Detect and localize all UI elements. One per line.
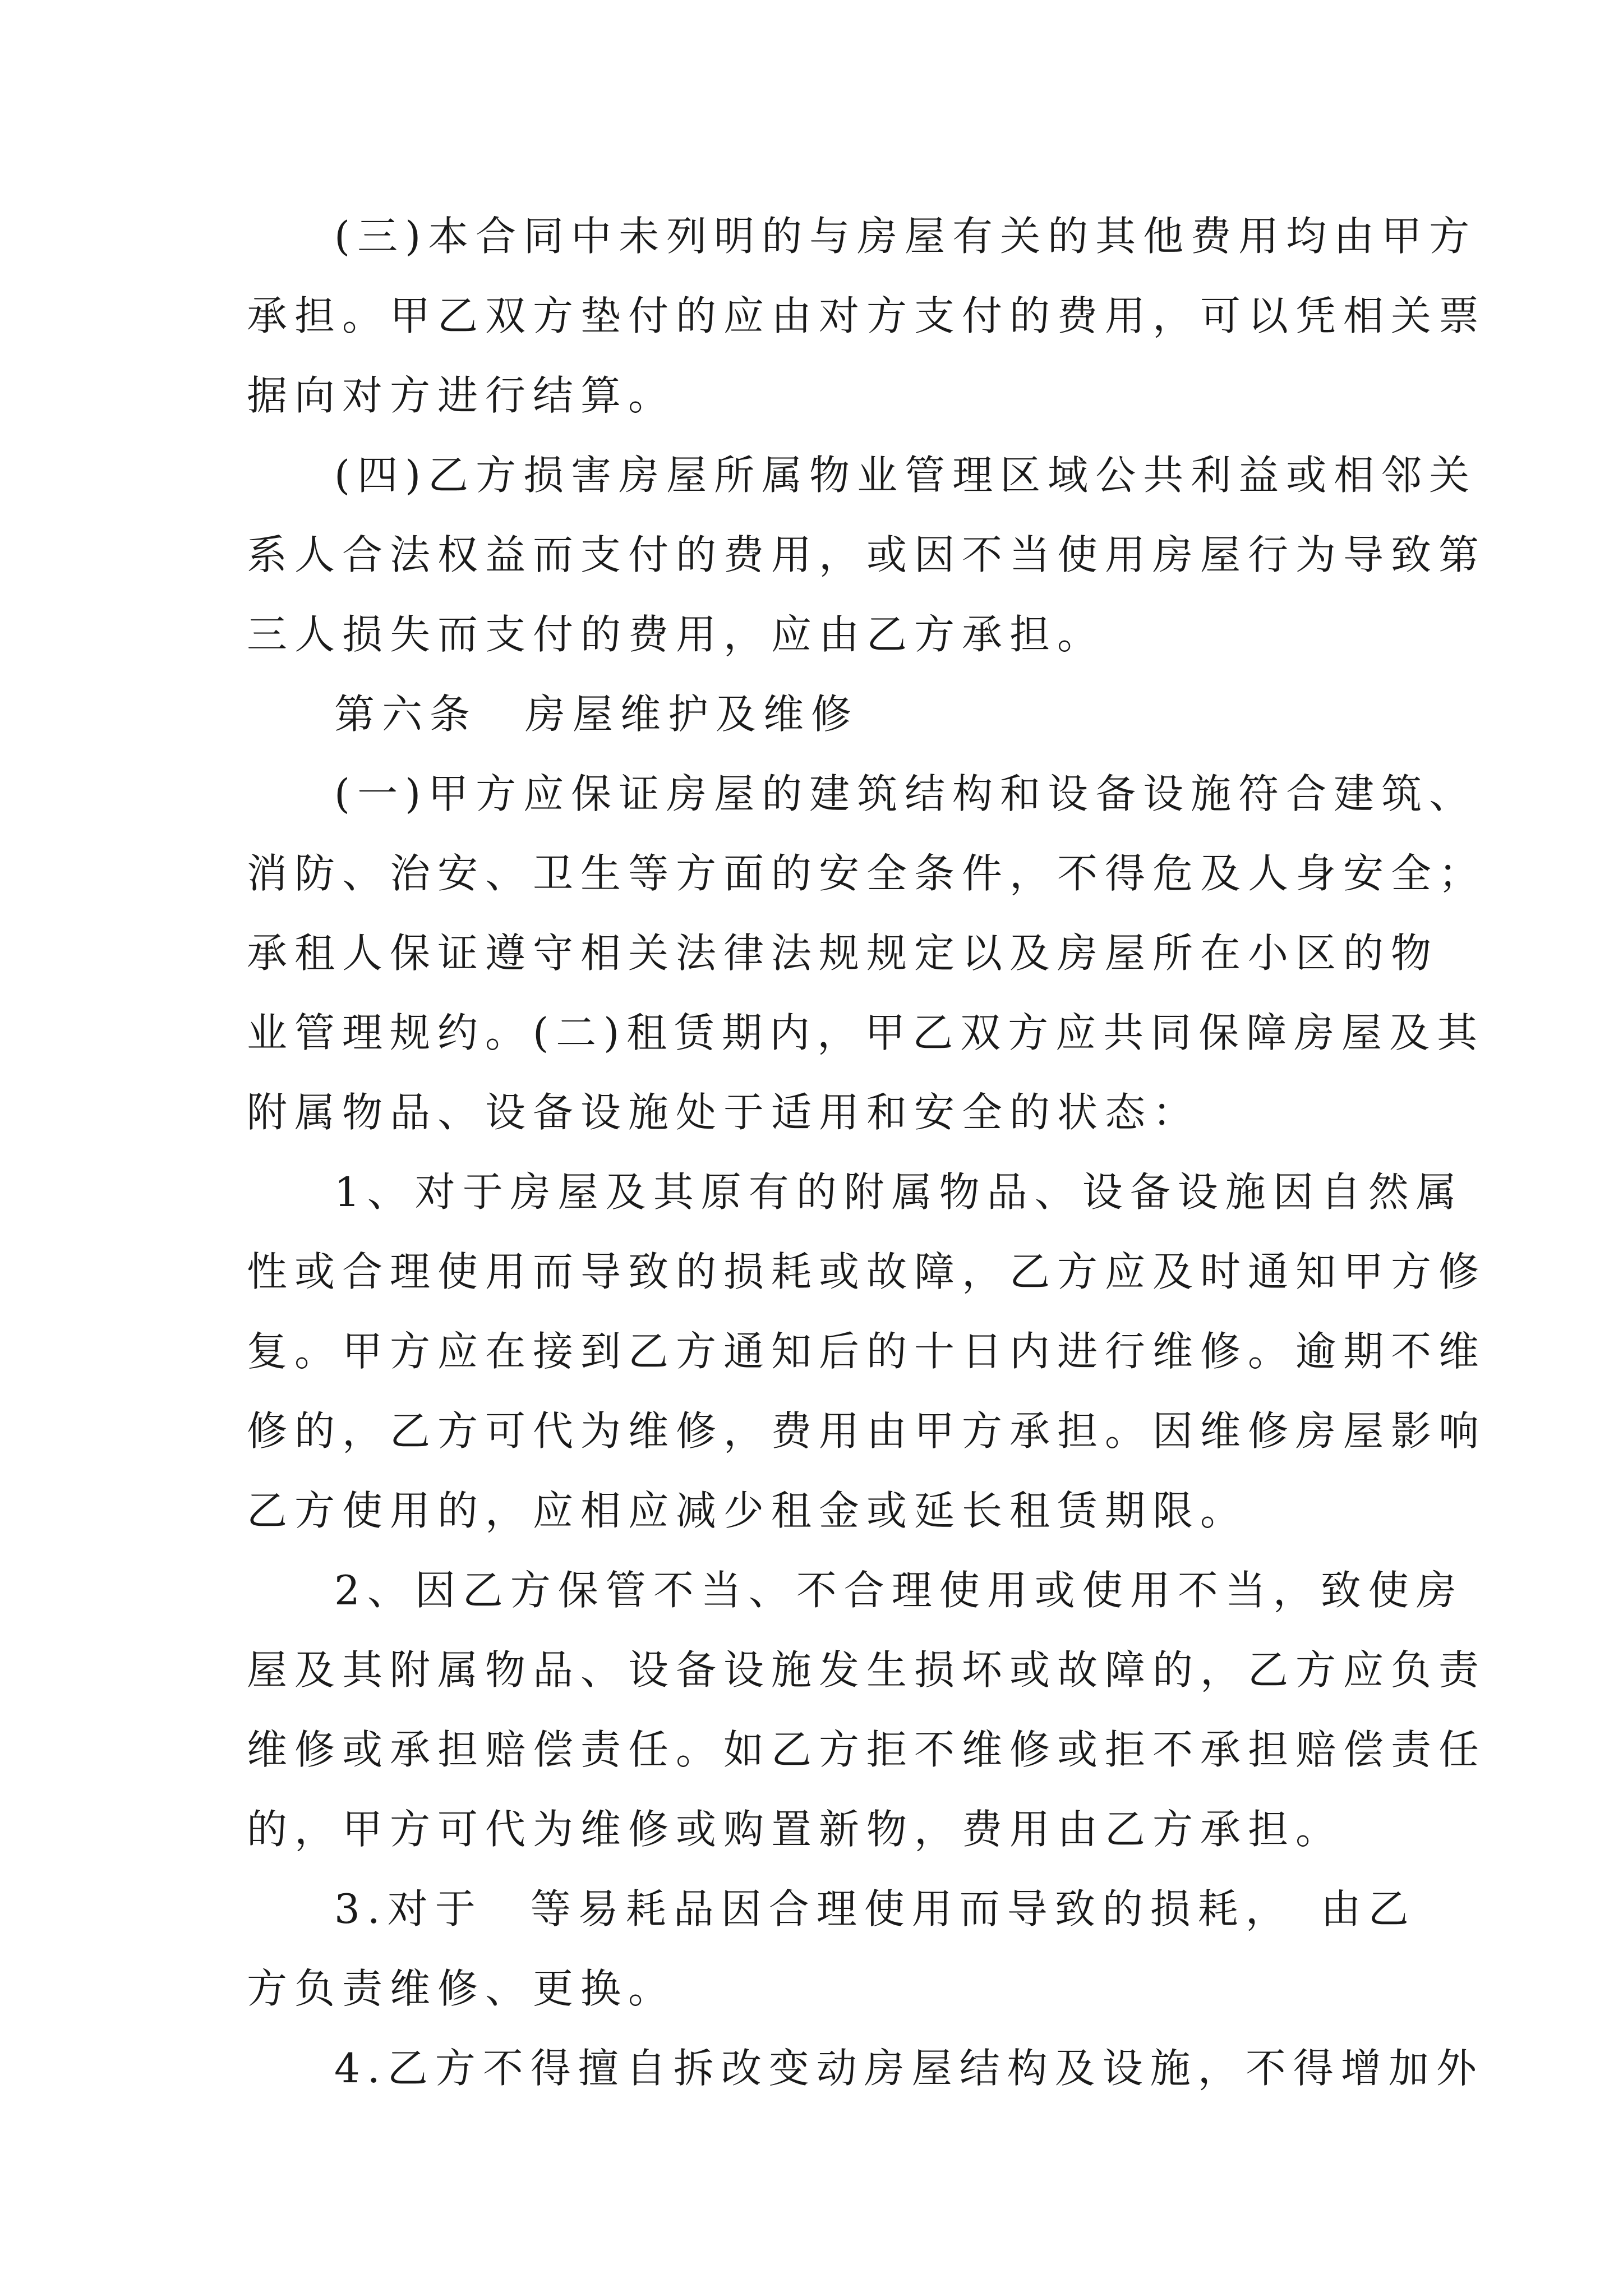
paragraph-3-line-3: 据向对方进行结算。 [247,372,676,419]
article-6-clause-1-line-5: 附属物品、设备设施处于适用和安全的状态： [247,1089,1201,1136]
item-3-line-2: 方负责维修、更换。 [247,1965,676,2012]
item-1-line-2: 性或合理使用而导致的损耗或故障，乙方应及时通知甲方修 [247,1248,1487,1295]
item-1-line-4: 修的，乙方可代为维修，费用由甲方承担。因维修房屋影响 [247,1407,1487,1455]
paragraph-4-line-3: 三人损失而支付的费用，应由乙方承担。 [247,611,1105,658]
article-6-clause-1-line-2: 消防、治安、卫生等方面的安全条件，不得危及人身安全； [247,850,1487,897]
item-4-line-1: 4.乙方不得擅自拆改变动房屋结构及设施，不得增加外 [334,2045,1484,2092]
item-2-line-1: 2、因乙方保管不当、不合理使用或使用不当，致使房 [334,1567,1464,1614]
item-1-line-3: 复。甲方应在接到乙方通知后的十日内进行维修。逾期不维 [247,1328,1487,1375]
item-3-line-1: 3.对于 等易耗品因合理使用而导致的损耗， 由乙 [334,1885,1416,1932]
item-2-line-4: 的，甲方可代为维修或购置新物，费用由乙方承担。 [247,1806,1344,1853]
article-6-clause-1-line-4: 业管理规约。(二)租赁期内，甲乙双方应共同保障房屋及其 [247,1009,1485,1056]
paragraph-4-line-1: (四)乙方损害房屋所属物业管理区域公共利益或相邻关 [334,452,1477,499]
article-6-heading: 第六条 房屋维护及维修 [334,691,859,738]
paragraph-3-line-2: 承担。甲乙双方垫付的应由对方支付的费用，可以凭相关票 [247,292,1487,339]
paragraph-4-line-2: 系人合法权益而支付的费用，或因不当使用房屋行为导致第 [247,531,1487,578]
article-6-clause-1-line-1: (一)甲方应保证房屋的建筑结构和设备设施符合建筑、 [334,770,1477,817]
item-2-line-2: 屋及其附属物品、设备设施发生损坏或故障的，乙方应负责 [247,1646,1487,1694]
paragraph-3-line-1: (三)本合同中未列明的与房屋有关的其他费用均由甲方 [334,213,1477,260]
contract-body-text [247,196,1487,2108]
item-2-line-3: 维修或承担赔偿责任。如乙方拒不维修或拒不承担赔偿责任 [247,1726,1487,1773]
item-1-line-5: 乙方使用的，应相应减少租金或延长租赁期限。 [247,1487,1248,1534]
item-1-line-1: 1、对于房屋及其原有的附属物品、设备设施因自然属 [334,1168,1464,1216]
article-6-clause-1-line-3: 承租人保证遵守相关法律法规规定以及房屋所在小区的物 [247,930,1439,977]
